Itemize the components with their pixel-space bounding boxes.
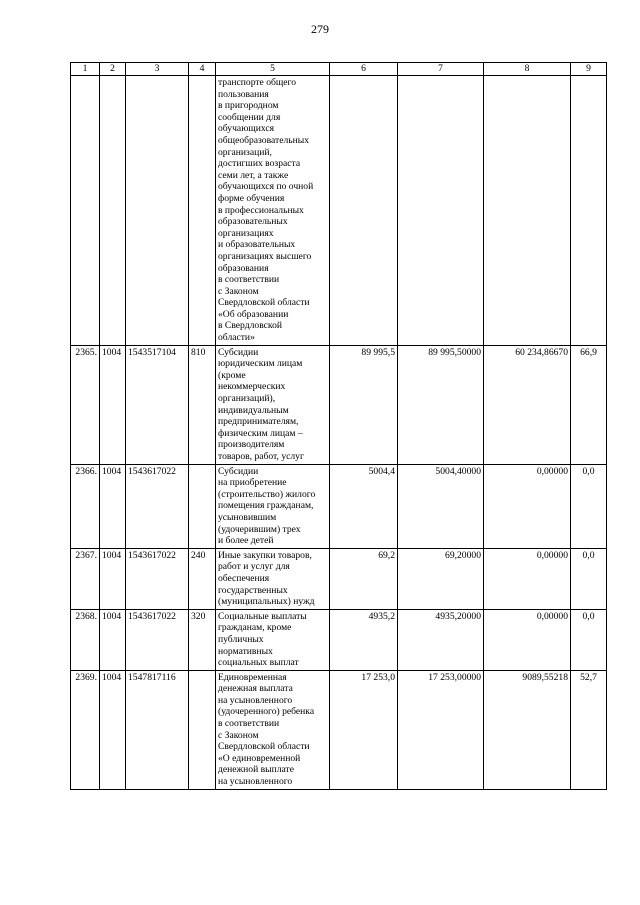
expense-kind-cell: 320 xyxy=(189,609,216,670)
table-row xyxy=(71,76,607,346)
budget-table xyxy=(70,62,607,790)
column-header: 6 xyxy=(330,63,398,76)
executed-amount-cell xyxy=(484,76,571,346)
page-number: 279 xyxy=(311,22,329,36)
description-cell: Субсидии юридическим лицам (кроме некоммерческих организаций), индивидуальным предпринимателям, физическим лицам – производителям товаров, работ, услуг xyxy=(216,345,330,464)
header-row xyxy=(71,63,607,76)
execution-percent-cell: 0,0 xyxy=(571,464,607,548)
expense-kind-cell xyxy=(189,76,216,346)
description-cell: Субсидии на приобретение (строительство) жилого помещения гражданам, усыновившим (удочерившим) трех и более детей xyxy=(216,464,330,548)
execution-percent-cell: 0,0 xyxy=(571,609,607,670)
planned-amount-cell xyxy=(330,76,398,346)
target-code-cell: 1543617022 xyxy=(126,609,189,670)
column-header: 8 xyxy=(484,63,571,76)
executed-amount-cell: 9089,55218 xyxy=(484,670,571,789)
planned-amount-cell: 5004,4 xyxy=(330,464,398,548)
table-row xyxy=(71,345,607,464)
column-header: 4 xyxy=(189,63,216,76)
target-code-cell: 1547817116 xyxy=(126,670,189,789)
column-header: 2 xyxy=(100,63,126,76)
row-number-cell: 2365. xyxy=(71,345,100,464)
target-code-cell: 1543617022 xyxy=(126,548,189,609)
row-number-cell xyxy=(71,76,100,346)
column-header: 7 xyxy=(398,63,484,76)
row-number-cell: 2367. xyxy=(71,548,100,609)
description-cell: Социальные выплаты гражданам, кроме публичных нормативных социальных выплат xyxy=(216,609,330,670)
table-row xyxy=(71,670,607,789)
executed-amount-cell: 0,00000 xyxy=(484,464,571,548)
expense-kind-cell xyxy=(189,670,216,789)
column-header: 1 xyxy=(71,63,100,76)
target-code-cell: 1543617022 xyxy=(126,464,189,548)
row-number-cell: 2366. xyxy=(71,464,100,548)
execution-percent-cell: 52,7 xyxy=(571,670,607,789)
planned-amount-cell: 17 253,0 xyxy=(330,670,398,789)
description-cell: транспорте общего пользования в пригородном сообщении для обучающихся общеобразовательных организаций, достигших возраста семи лет, а также обучающихся по очной форме обучения в профессиональных образовательных организациях и образовательных организациях высшего образования в соответствии с Законом Свердловской области «Об образовании в Свердловской области» xyxy=(216,76,330,346)
section-code-cell xyxy=(100,76,126,346)
refined-amount-cell xyxy=(398,76,484,346)
executed-amount-cell: 60 234,86670 xyxy=(484,345,571,464)
section-code-cell: 1004 xyxy=(100,670,126,789)
refined-amount-cell: 17 253,00000 xyxy=(398,670,484,789)
execution-percent-cell: 0,0 xyxy=(571,548,607,609)
refined-amount-cell: 69,20000 xyxy=(398,548,484,609)
refined-amount-cell: 4935,20000 xyxy=(398,609,484,670)
planned-amount-cell: 89 995,5 xyxy=(330,345,398,464)
table-row xyxy=(71,464,607,548)
planned-amount-cell: 69,2 xyxy=(330,548,398,609)
description-cell: Единовременная денежная выплата на усыновленного (удочеренного) ребенка в соответствии с Законом Свердловской области «О единовременной денежной выплате на усыновленного xyxy=(216,670,330,789)
executed-amount-cell: 0,00000 xyxy=(484,609,571,670)
column-header: 9 xyxy=(571,63,607,76)
expense-kind-cell: 810 xyxy=(189,345,216,464)
expense-kind-cell xyxy=(189,464,216,548)
target-code-cell xyxy=(126,76,189,346)
expense-kind-cell: 240 xyxy=(189,548,216,609)
section-code-cell: 1004 xyxy=(100,345,126,464)
execution-percent-cell: 66,9 xyxy=(571,345,607,464)
planned-amount-cell: 4935,2 xyxy=(330,609,398,670)
executed-amount-cell: 0,00000 xyxy=(484,548,571,609)
table-row xyxy=(71,548,607,609)
column-header: 3 xyxy=(126,63,189,76)
refined-amount-cell: 89 995,50000 xyxy=(398,345,484,464)
refined-amount-cell: 5004,40000 xyxy=(398,464,484,548)
section-code-cell: 1004 xyxy=(100,548,126,609)
row-number-cell: 2369. xyxy=(71,670,100,789)
description-cell: Иные закупки товаров, работ и услуг для обеспечения государственных (муниципальных) нужд xyxy=(216,548,330,609)
execution-percent-cell xyxy=(571,76,607,346)
table-row xyxy=(71,609,607,670)
column-header: 5 xyxy=(216,63,330,76)
target-code-cell: 1543517104 xyxy=(126,345,189,464)
row-number-cell: 2368. xyxy=(71,609,100,670)
section-code-cell: 1004 xyxy=(100,464,126,548)
section-code-cell: 1004 xyxy=(100,609,126,670)
